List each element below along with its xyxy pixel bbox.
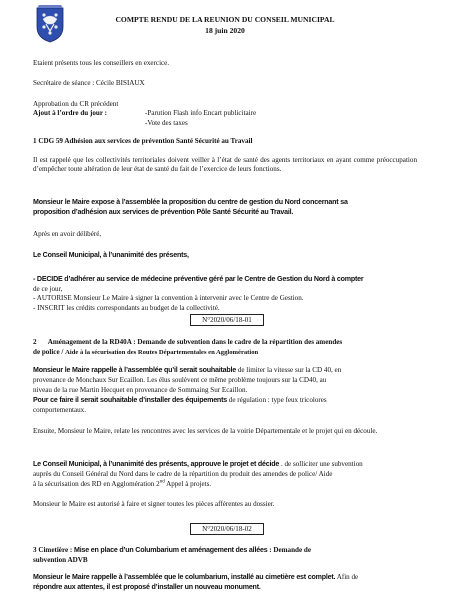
section-2-p3-l3a: à la sécurisation des RD en Agglomération: [33, 480, 155, 488]
agenda-label: Ajout à l’ordre du jour :: [33, 109, 108, 117]
section-3-title-a: 3 Cimetière :: [33, 546, 73, 554]
section-3-p1-l1a: Monsieur le Maire rappelle à l’assemblée que le columbarium, installé au cimetière est complet.: [33, 573, 336, 581]
section-3-p1-line-1: [33, 573, 417, 582]
authorize-text: - AUTORISE Monsieur Le Maire à signer la convention à intervenir avec le Centre de Gestion.: [33, 294, 304, 302]
section-2-p3-line-3: [33, 480, 417, 489]
section-2-p1-line-2: provenance de Monchaux Sur Ecaillon. Les élus soulèvent ce même problème toujours sur la CD40, au: [33, 376, 327, 384]
section-1-para-1: Il est rappelé que les collectivités territoriales doivent veiller à l’état de santé des agents territoriaux en ayant comme préoccupation d’empêcher toute altération de leur état de santé du fait de l’exercice de leurs fonctions.: [33, 156, 417, 174]
title-bold: CONSEIL MUNICIPAL: [254, 15, 335, 24]
secretary-text: Secrétaire de séance : Cécile BISIAUX: [33, 79, 145, 87]
section-1-para-2-line-2: proposition d’adhésion aux services de prévention Pôle Santé Sécurité au Travail.: [33, 208, 294, 216]
deliberation-ref-1: N°2020/06/18-01: [190, 314, 264, 326]
approval-text: Approbation du CR précédent: [33, 100, 119, 108]
section-2-p1-l1a: Monsieur le Maire rappelle à l’assemblée qu’il serait souhaitable: [33, 366, 237, 374]
inscribe-text: - INSCRIT les crédits correspondants au budget de la collectivité.: [33, 304, 220, 312]
section-2-p3-l3b: 2: [156, 480, 160, 488]
section-2-p3-l1b: . de solliciter une subvention: [280, 460, 363, 468]
section-3-title-line-1: [33, 546, 417, 555]
section-2-title-line-2: [33, 348, 417, 357]
council-decision-text: Le Conseil Municipal, à l’unanimité des présents,: [33, 251, 189, 259]
decide-line-1: - DECIDE d’adhérer au service de médecine préventive géré par le Centre de Gestion du Nord à compter: [33, 275, 364, 283]
section-3-title-line-2: subvention ADVB: [33, 556, 88, 564]
section-1-title: 1 CDG 59 Adhésion aux services de prévention Santé Sécurité au Travail: [33, 137, 253, 145]
section-2-p3-line-1: [33, 460, 417, 469]
section-2-p1-line-3: niveau de la rue Martin Hecquet en provenance de Sommaing Sur Ecaillon.: [33, 386, 248, 394]
section-2-p1-line-4: [33, 396, 417, 405]
section-1-para-2-line-1: Monsieur le Maire expose à l’assemblée la proposition du centre de gestion du Nord concernant sa: [33, 198, 348, 206]
section-2-para-4: Monsieur le Maire est autorisé à faire et signer toutes les pièces afférentes au dossier.: [33, 500, 275, 508]
section-2-p1-l4b: de régulation : type feux tricolores: [228, 396, 327, 404]
section-2-title-l2a: de police /: [33, 348, 64, 356]
meeting-date: 18 juin 2020: [205, 26, 245, 35]
section-2-para-2: Ensuite, Monsieur le Maire, relate les rencontres avec les services de la voirie Départementale et le projet qui en découle.: [33, 427, 378, 435]
section-2-p3-l1a: Le Conseil Municipal, à l’unanimité des présents, approuve le projet et décide: [33, 460, 280, 468]
deliberation-ref-2: N°2020/06/18-02: [190, 523, 264, 535]
section-2-title: Aménagement de la RD40A : Demande de subvention dans le cadre de la répartition des amendes: [47, 338, 343, 346]
attendance-text: Etaient présents tous les conseillers en exercice.: [33, 59, 170, 67]
section-2-p1-line-1: [33, 366, 417, 375]
section-2-p3-line-2: auprès du Conseil Général du Nord dans le cadre de la répartition du produit des amendes de police/ Aide: [33, 470, 333, 478]
section-3-title-b: Mise en place d’un Columbarium et aménagement des allées: [74, 546, 268, 554]
section-3-p1-l1b: Afin de: [336, 573, 359, 581]
agenda-line-1: [33, 109, 417, 118]
section-2-p3-sup: nd: [159, 479, 165, 485]
section-2-title-line-1: [33, 338, 417, 347]
coat-of-arms-icon: [35, 5, 65, 43]
agenda-item-1: -Parution Flash info Encart publicitaire: [145, 109, 257, 117]
section-2-p3-l3c: Appel à projets.: [166, 480, 212, 488]
document-title: [0, 15, 450, 24]
section-2-p1-l1b: de limiter la vitesse sur la CD 40, en: [237, 366, 342, 374]
section-3-title-c: : Demande de: [269, 546, 312, 554]
section-3-p1-line-2: répondre aux attentes, il est proposé d’installer un nouveau monument.: [33, 583, 261, 591]
section-2-title-l2b: Aide à la sécurisation des Routes Départementales en Agglomération: [65, 349, 259, 356]
section-2-p1-line-5: comportementaux.: [33, 406, 86, 414]
deliberation-text: Après en avoir délibéré,: [33, 230, 102, 238]
decide-line-2: de ce jour,: [33, 285, 63, 293]
title-prefix: COMPTE RENDU DE LA REUNION DU: [115, 15, 253, 24]
section-2-number: 2: [33, 338, 37, 346]
section-2-p1-l4a: Pour ce faire il serait souhaitable d’installer des équipements: [33, 396, 227, 404]
agenda-item-2: -Vote des taxes: [145, 119, 188, 127]
